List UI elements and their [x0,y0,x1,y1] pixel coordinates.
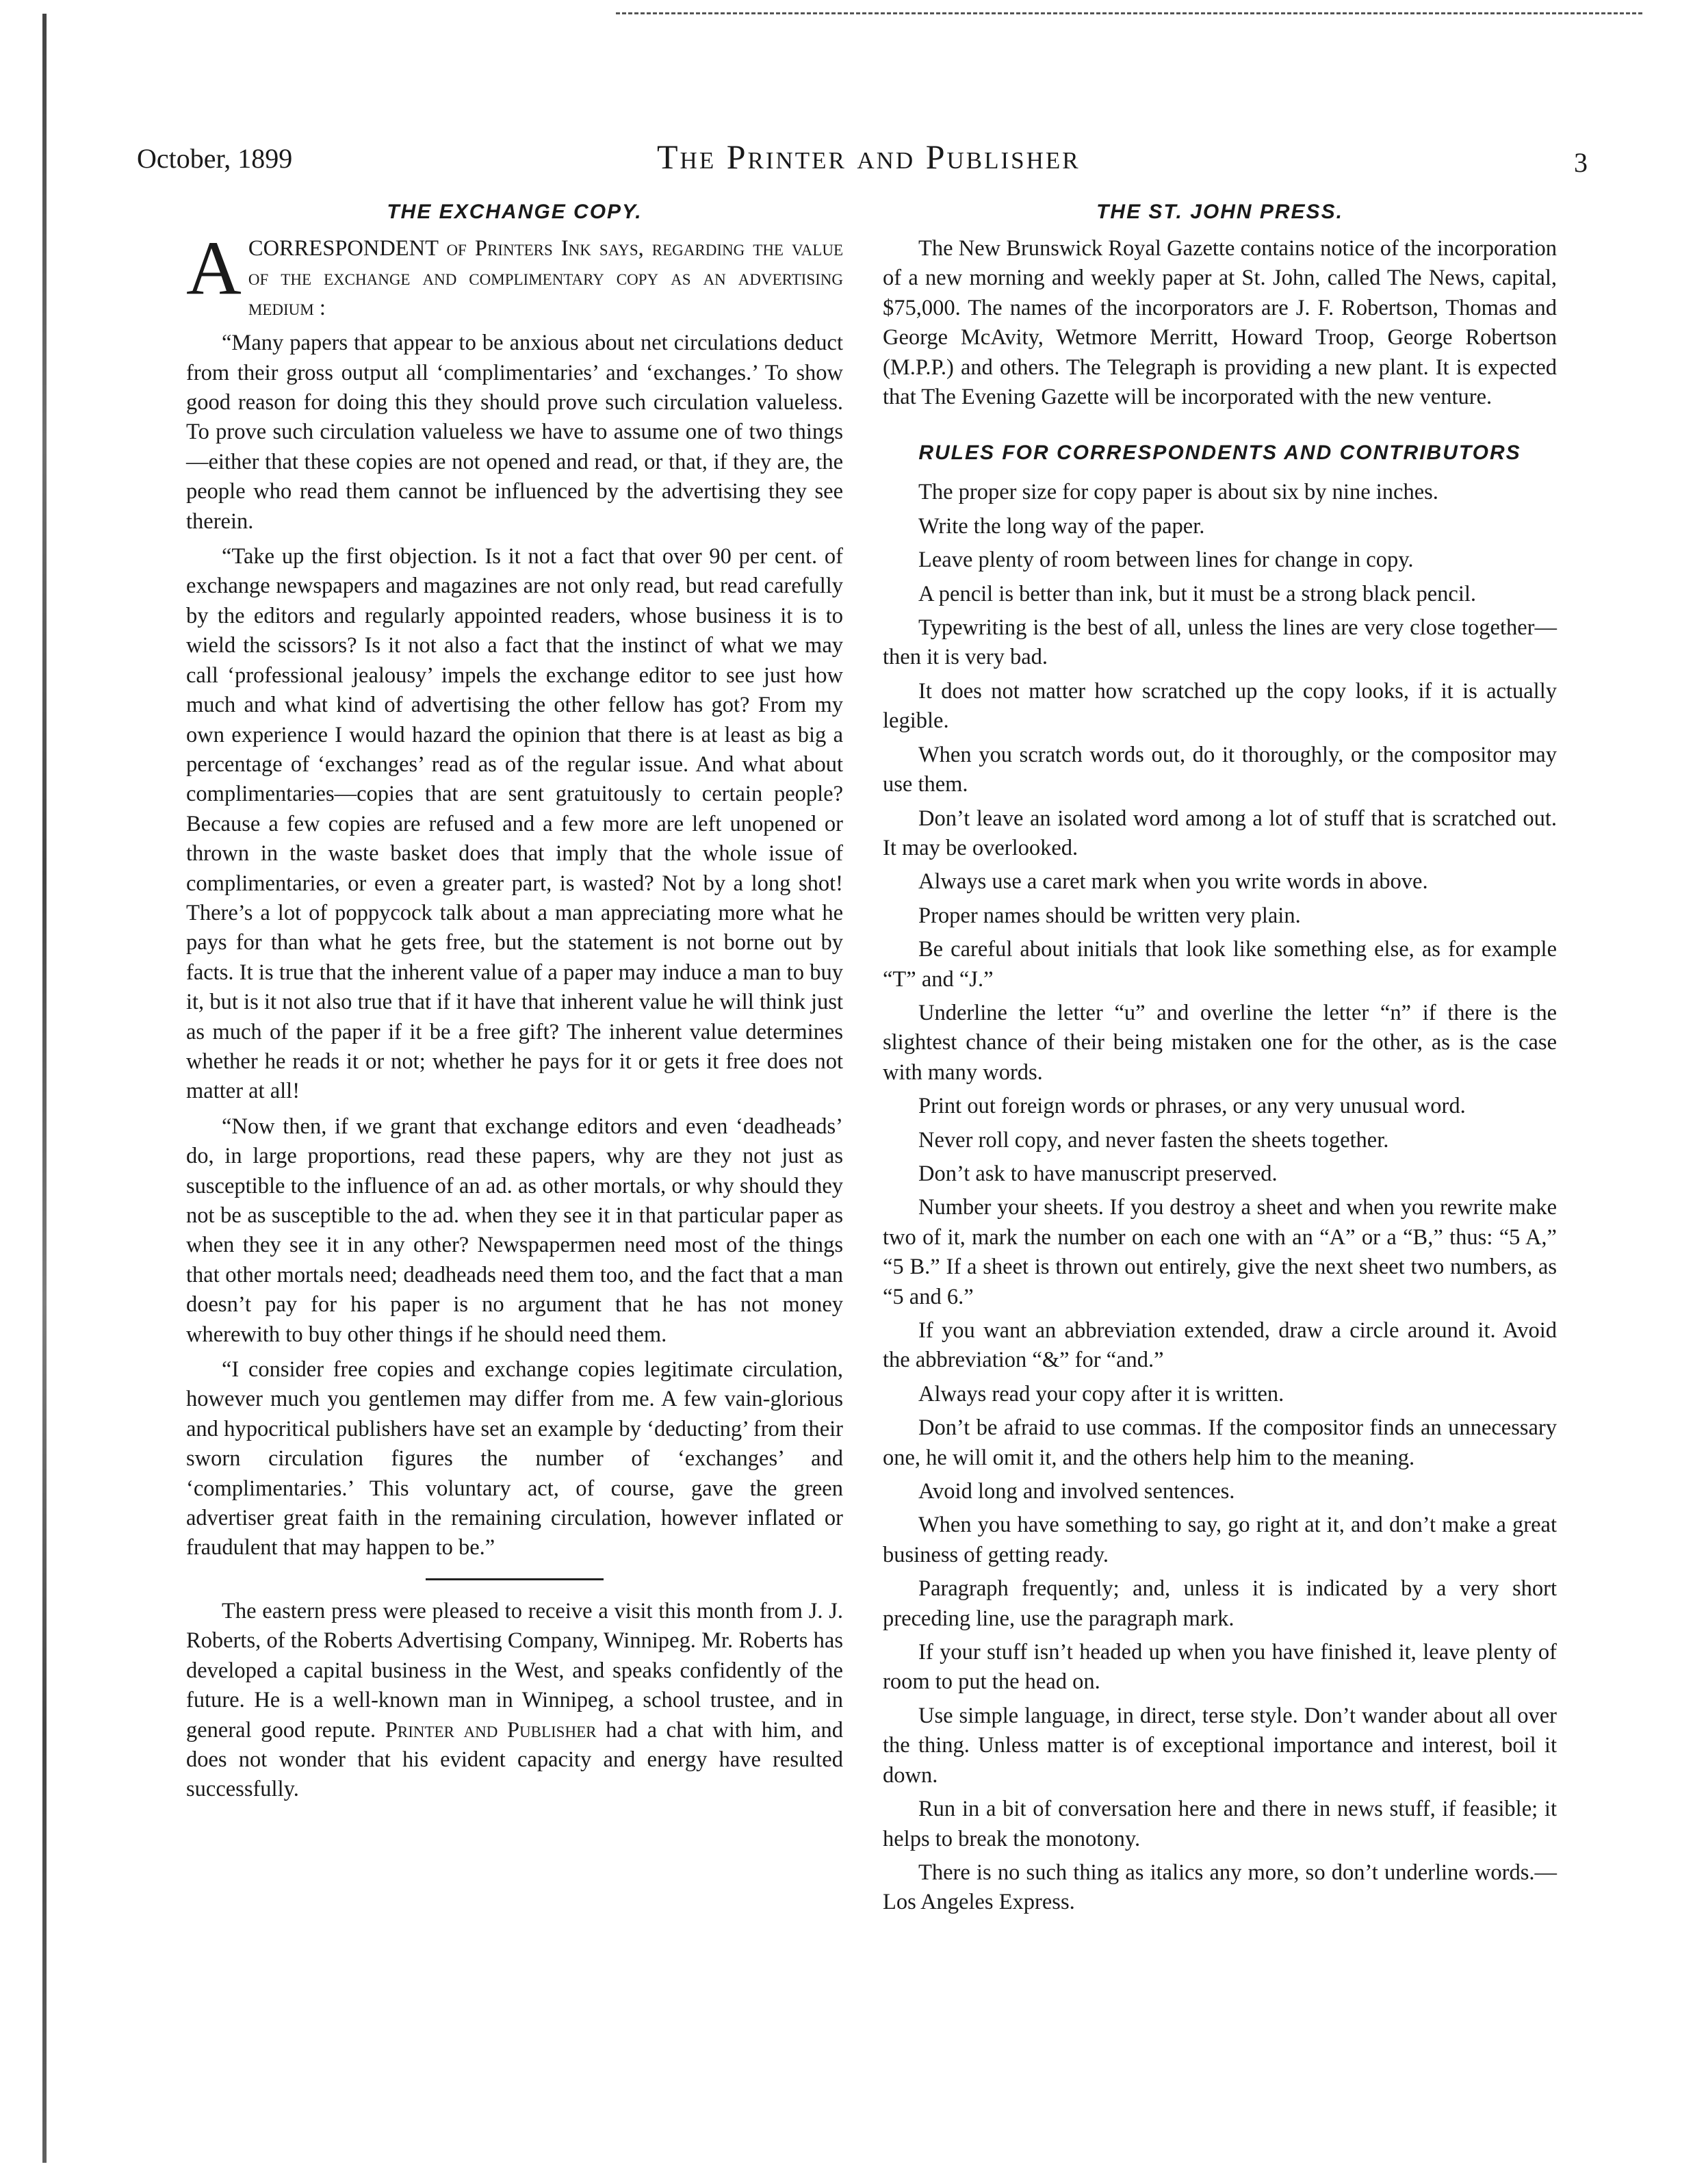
rule-item: Avoid long and involved sentences. [918,1479,1235,1504]
rule-item: Always use a caret mark when you write words in above. [918,869,1428,895]
section-divider [426,1578,604,1580]
rule-item: Number your sheets. If you destroy a sheet and when you rewrite make two of it, mark the number on each one with an “A” or a “B,” thus: “5 A,” “5 B.” If a sheet is thrown out entirely, give the next sheet two numbers, as “5 and 6.” [883,1195,1557,1309]
scan-binding-edge [42,14,47,2163]
rules-list [883,478,1557,1917]
article-paragraph: “Take up the first objection. Is it not a fact that over 90 per cent. of exchange newspapers and magazines are not only read, but read carefully by the editors and regularly appointed readers, whose business it is to wield the scissors? Is it not also a fact that the instinct of what we may call ‘professional jealousy’ impels the exchange editor to see just how much and what kind of advertising the other fellow has got? From my own experience I would hazard the opinion that there is at least as big a percentage of ‘exchanges’ read as of the regular issue. And what about complimentaries—copies that are sent gratuitously to certain people? Because a few copies are refused and a few more are left unopened or thrown in the waste basket does that imply that the whole issue of complimentaries, or even a greater part, is wasted? Not by a long shot! There’s a lot of poppycock talk about a man appreciating more what he pays for than what he gets free, but the statement is not borne out by facts. It is true that the inherent value of a paper may induce a man to buy it, but is it not also true that if it have that inherent value he will think just as much of the paper if it be a free gift? The inherent value determines whether he reads it or not; whether he pays for it or gets it free does not matter at all! [186,544,843,1104]
rules-section [883,439,1557,1917]
roberts-note [186,1597,843,1805]
rule-item: If you want an abbreviation extended, draw a circle around it. Avoid the abbreviation “&” for “and.” [883,1318,1557,1373]
rule-item: Run in a bit of conversation here and there in news stuff, if feasible; it helps to break the monotony. [883,1797,1557,1851]
roberts-note-text: The eastern press were pleased to receive a visit this month from J. J. Roberts, of the Roberts Advertising Company, Winnipeg. Mr. Roberts has developed a capital business in the West, and speaks confidently of the future. He is a well-known man in Winnipeg, a school trustee, and in general good repute. [186,1598,843,1743]
st-john-paragraph: The New Brunswick Royal Gazette contains notice of the incorporation of a new morning and weekly paper at St. John, called The News, capital, $75,000. The names of the incorporators are J. F. Robertson, Thomas and George McAvity, Wetmore Merritt, Howard Troop, George Robertson (M.P.P.) and others. The Telegraph is providing a new plant. It is expected that The Evening Gazette will be incorporated with the new venture. [883,236,1557,410]
rule-item: A pencil is better than ink, but it must be a strong black pencil. [918,581,1477,606]
rule-item: Paragraph frequently; and, unless it is indicated by a very short preceding line, use the paragraph mark. [883,1576,1557,1631]
rule-item: Never roll copy, and never fasten the sheets together. [918,1127,1389,1153]
rule-item: Typewriting is the best of all, unless the lines are very close together—then it is very bad. [883,615,1557,670]
rule-item: Underline the letter “u” and overline the letter “n” if there is the slightest chance of their being mistaken one for the other, as is the case with many words. [883,1000,1557,1085]
left-column [186,198,843,1810]
top-scan-rule [616,12,1642,14]
publication-name: Printer and Publisher [385,1717,597,1743]
article-paragraph: “Many papers that appear to be anxious about net circulations deduct from their gross output all ‘complimentaries’ and ‘exchanges.’ To show good reason for doing this they should prove such circulation valueless. To prove such circulation valueless we have to assume one of two things—either that these copies are not opened and read, or that, if they are, the people who read them cannot be influenced by the advertising they see therein. [186,331,843,534]
article-paragraph: “Now then, if we grant that exchange editors and even ‘deadheads’ do, in large proportions, read these papers, why are they not just as susceptible to the influence of an ad. as other mortals, or why should they not be as susceptible to the ad. when they see it in that particular paper as when they see it in any other? Newspapermen need most of the things that other mortals need; deadheads need them too, and the fact that a man doesn’t pay for his paper is no argument that he has not money wherewith to buy other things if he should need them. [186,1114,843,1347]
rule-item: Leave plenty of room between lines for change in copy. [918,548,1414,573]
rule-item: Proper names should be written very plain. [918,903,1301,928]
rule-item: Always read your copy after it is written. [918,1381,1284,1406]
drop-cap: A [186,226,242,311]
rule-item: When you have something to say, go right at it, and don’t make a great business of getting ready. [883,1513,1557,1567]
rule-item: Use simple language, in direct, terse style. Don’t wander about all over the thing. Unless matter is of exceptional importance and interest, boil it down. [883,1703,1557,1788]
article-title-st-john-press: THE ST. JOHN PRESS. [1096,201,1343,223]
page-number: 3 [1574,147,1588,178]
intro-text: CORRESPONDENT of Printers Ink says, regarding the value of the exchange and complimentary copy as an advertising medium : [248,236,843,320]
page-header [137,130,1588,178]
roberts-note-end: had a chat with him, and does not wonder that his evident capacity and energy have resulted successfully. [186,1717,843,1802]
rule-item: Don’t leave an isolated word among a lot of stuff that is scratched out. It may be overlooked. [883,806,1557,860]
article-title-exchange-copy: THE EXCHANGE COPY. [387,201,643,223]
issue-date: October, 1899 [137,143,293,174]
rule-item: Write the long way of the paper. [918,513,1205,539]
rule-item: There is no such thing as italics any more, so don’t underline words.—Los Angeles Express. [883,1860,1557,1915]
rule-item: Be careful about initials that look like something else, as for example “T” and “J.” [883,937,1557,992]
rule-item: Don’t be afraid to use commas. If the compositor finds an unnecessary one, he will omit it, and the others help him to the meaning. [883,1415,1557,1470]
article-paragraph: “I consider free copies and exchange copies legitimate circulation, however much you gentlemen may differ from me. A few vain-glorious and hypocritical publishers have set an example by ‘deducting’ from their sworn circulation figures the number of ‘exchanges’ and ‘complimentaries.’ This voluntary act, of course, gave the green advertiser great faith in the remaining circulation, however inflated or fraudulent that may happen to be.” [186,1357,843,1560]
rule-item: The proper size for copy paper is about six by nine inches. [918,480,1438,505]
rule-item: Don’t ask to have manuscript preserved. [918,1161,1278,1186]
right-column [883,198,1557,1922]
rule-item: It does not matter how scratched up the copy looks, if it is actually legible. [883,678,1557,734]
rule-item: Print out foreign words or phrases, or any very unusual word. [918,1094,1466,1119]
rule-item: If your stuff isn’t headed up when you have finished it, leave plenty of room to put the head on. [883,1640,1557,1695]
article-intro [186,226,843,323]
masthead: The Printer and Publisher [657,138,1081,176]
rule-item: When you scratch words out, do it thoroughly, or the compositor may use them. [883,742,1557,797]
rules-title: RULES FOR CORRESPONDENTS AND CONTRIBUTORS [918,441,1521,465]
